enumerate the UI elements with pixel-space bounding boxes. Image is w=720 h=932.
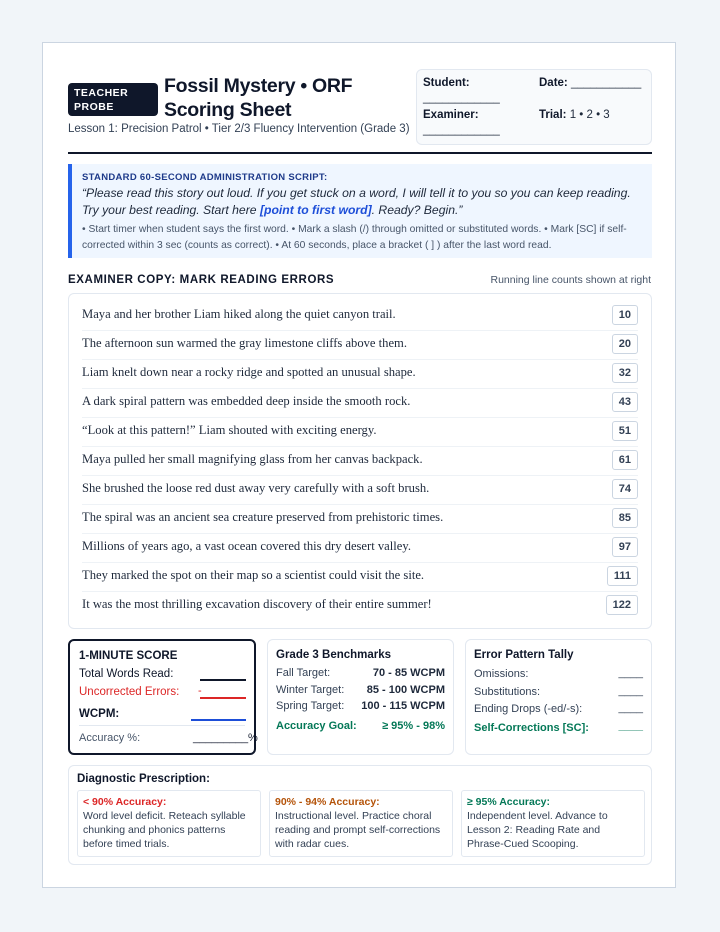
passage-line-text[interactable]: Liam knelt down near a rocky ridge and spotted an unusual shape.	[82, 365, 416, 379]
accuracy-goal-value: ≥ 95% - 98%	[382, 720, 445, 732]
passage-line-text[interactable]: Millions of years ago, a vast ocean covered this dry desert valley.	[82, 539, 411, 553]
line-word-count: 85	[612, 508, 638, 528]
omissions-blank[interactable]: ____	[618, 667, 643, 679]
scoring-sheet	[42, 42, 676, 888]
winter-target-value: 85 - 100 WCPM	[366, 684, 445, 696]
line-word-count: 10	[612, 305, 638, 325]
passage-line-text[interactable]: “Look at this pattern!” Liam shouted with exciting energy.	[82, 423, 377, 437]
ending-drops-blank[interactable]: ____	[618, 702, 643, 714]
prescription-body: Independent level. Advance to Lesson 2: Reading Rate and Phrase-Cued Scooping.	[467, 810, 608, 850]
passage-line-text[interactable]: The afternoon sun warmed the gray limestone cliffs above them.	[82, 336, 408, 350]
ending-drops-label: Ending Drops (-ed/-s):	[474, 703, 583, 715]
winter-target-label: Winter Target:	[276, 684, 345, 696]
accuracy-blank[interactable]: _________%	[193, 732, 258, 744]
substitutions-label: Substitutions:	[474, 686, 541, 698]
accuracy-label: Accuracy %:	[79, 732, 141, 744]
student-info-box	[416, 69, 652, 145]
script-instructions: • Start timer when student says the first word. • Mark a slash (/) through omitted or substituted words. • Mark [SC] if self-corrected within 3 sec (counts as correct). • At 60 seconds, place a bracket ( ] ) after the last word read.	[82, 224, 627, 251]
total-words-label: Total Words Read:	[79, 668, 174, 680]
passage-line-text[interactable]: They marked the spot on their map so a scientist could visit the site.	[82, 568, 425, 582]
examiner-label: Examiner:	[423, 109, 479, 121]
substitutions-blank[interactable]: ____	[618, 685, 643, 697]
wcpm-label: WCPM:	[79, 708, 120, 720]
fall-target-label: Fall Target:	[276, 667, 331, 679]
passage-line-text[interactable]: She brushed the loose red dust away very carefully with a soft brush.	[82, 481, 430, 495]
passage-line-text[interactable]: Maya pulled her small magnifying glass from her canvas backpack.	[82, 452, 423, 466]
passage-line[interactable]	[82, 446, 638, 476]
fall-target-value: 70 - 85 WCPM	[372, 667, 445, 679]
prescription-95-plus	[461, 790, 645, 857]
reading-passage	[68, 293, 652, 629]
teacher-probe-badge: TEACHER PROBE	[68, 83, 158, 116]
student-field[interactable]	[423, 77, 470, 89]
passage-line[interactable]	[82, 533, 638, 563]
administration-script	[68, 164, 652, 258]
diagnostic-prescription	[68, 765, 652, 865]
error-pattern-tally-card	[465, 639, 652, 755]
self-corrections-blank[interactable]: ____	[618, 720, 643, 732]
omissions-label: Omissions:	[474, 668, 529, 680]
uncorrected-errors-label: Uncorrected Errors:	[79, 686, 180, 698]
passage-line[interactable]	[82, 504, 638, 534]
line-word-count: 122	[606, 595, 638, 615]
passage-line[interactable]	[82, 591, 638, 620]
line-word-count: 51	[612, 421, 638, 441]
header-divider	[68, 152, 652, 154]
prescription-below-90	[77, 790, 261, 857]
examiner-blank[interactable]: ____________	[423, 124, 500, 136]
line-word-count: 97	[612, 537, 638, 557]
prescription-heading: ≥ 95% Accuracy:	[467, 796, 551, 808]
passage-line[interactable]	[82, 417, 638, 447]
spring-target-value: 100 - 115 WCPM	[361, 700, 445, 712]
grade-benchmarks-card	[267, 639, 454, 755]
score-divider	[79, 725, 245, 726]
line-word-count: 74	[612, 479, 638, 499]
self-corrections-label: Self-Corrections [SC]:	[474, 722, 589, 734]
accuracy-goal-label: Accuracy Goal:	[276, 720, 357, 732]
date-field[interactable]	[539, 77, 641, 89]
line-word-count: 20	[612, 334, 638, 354]
score-title: 1-MINUTE SCORE	[79, 650, 178, 662]
prescription-heading: 90% - 94% Accuracy:	[275, 796, 380, 808]
page-title: Fossil Mystery • ORF Scoring Sheet	[164, 75, 353, 121]
trial-label: Trial:	[539, 109, 567, 121]
examiner-copy-title: EXAMINER COPY: MARK READING ERRORS	[68, 274, 335, 286]
line-count-note: Running line counts shown at right	[490, 274, 651, 286]
passage-line[interactable]	[82, 475, 638, 505]
script-quote	[82, 185, 642, 219]
date-label: Date:	[539, 77, 568, 89]
wcpm-blank[interactable]	[191, 719, 246, 721]
passage-line[interactable]	[82, 330, 638, 360]
passage-line[interactable]	[82, 359, 638, 389]
prescription-body: Instructional level. Practice choral reading and prompt self-corrections with radar cues.	[275, 810, 441, 850]
total-words-blank[interactable]	[200, 679, 246, 681]
prescription-90-94	[269, 790, 453, 857]
tally-title: Error Pattern Tally	[474, 649, 574, 661]
spring-target-label: Spring Target:	[276, 700, 345, 712]
script-heading: STANDARD 60-SECOND ADMINISTRATION SCRIPT:	[82, 172, 328, 183]
prescription-heading: < 90% Accuracy:	[83, 796, 167, 808]
line-word-count: 111	[607, 566, 638, 586]
passage-line-text[interactable]: A dark spiral pattern was embedded deep inside the smooth rock.	[82, 394, 411, 408]
script-quote-start: “Please read this story out loud. If you get stuck on a word, I will tell it to you so you can keep reading. Try your best reading. Start here	[82, 186, 631, 217]
passage-line-text[interactable]: Maya and her brother Liam hiked along the quiet canyon trail.	[82, 307, 396, 321]
passage-line-text[interactable]: It was the most thrilling excavation discovery of their entire summer!	[82, 597, 432, 611]
passage-line[interactable]	[82, 388, 638, 418]
benchmarks-title: Grade 3 Benchmarks	[276, 649, 392, 661]
date-blank[interactable]: ___________	[570, 77, 642, 89]
script-quote-end: . Ready? Begin.”	[371, 203, 463, 217]
student-blank[interactable]: ____________	[423, 92, 500, 104]
trial-options[interactable]: 1 • 2 • 3	[569, 109, 610, 121]
passage-line-text[interactable]: The spiral was an ancient sea creature preserved from prehistoric times.	[82, 510, 444, 524]
line-word-count: 32	[612, 363, 638, 383]
diagnostic-title: Diagnostic Prescription:	[77, 773, 210, 785]
examiner-field[interactable]	[423, 109, 479, 121]
passage-line[interactable]	[82, 301, 638, 331]
one-minute-score-card	[68, 639, 256, 755]
trial-field[interactable]	[539, 109, 610, 121]
line-word-count: 61	[612, 450, 638, 470]
errors-minus-sign: -	[198, 685, 202, 697]
page-subtitle: Lesson 1: Precision Patrol • Tier 2/3 Fluency Intervention (Grade 3)	[68, 123, 410, 135]
line-word-count: 43	[612, 392, 638, 412]
passage-line[interactable]	[82, 562, 638, 592]
prescription-body: Word level deficit. Reteach syllable chunking and phonics patterns before timed trials.	[83, 810, 246, 850]
student-label: Student:	[423, 77, 470, 89]
script-quote-cue: [point to first word]	[259, 203, 372, 217]
uncorrected-errors-blank[interactable]	[200, 697, 246, 699]
